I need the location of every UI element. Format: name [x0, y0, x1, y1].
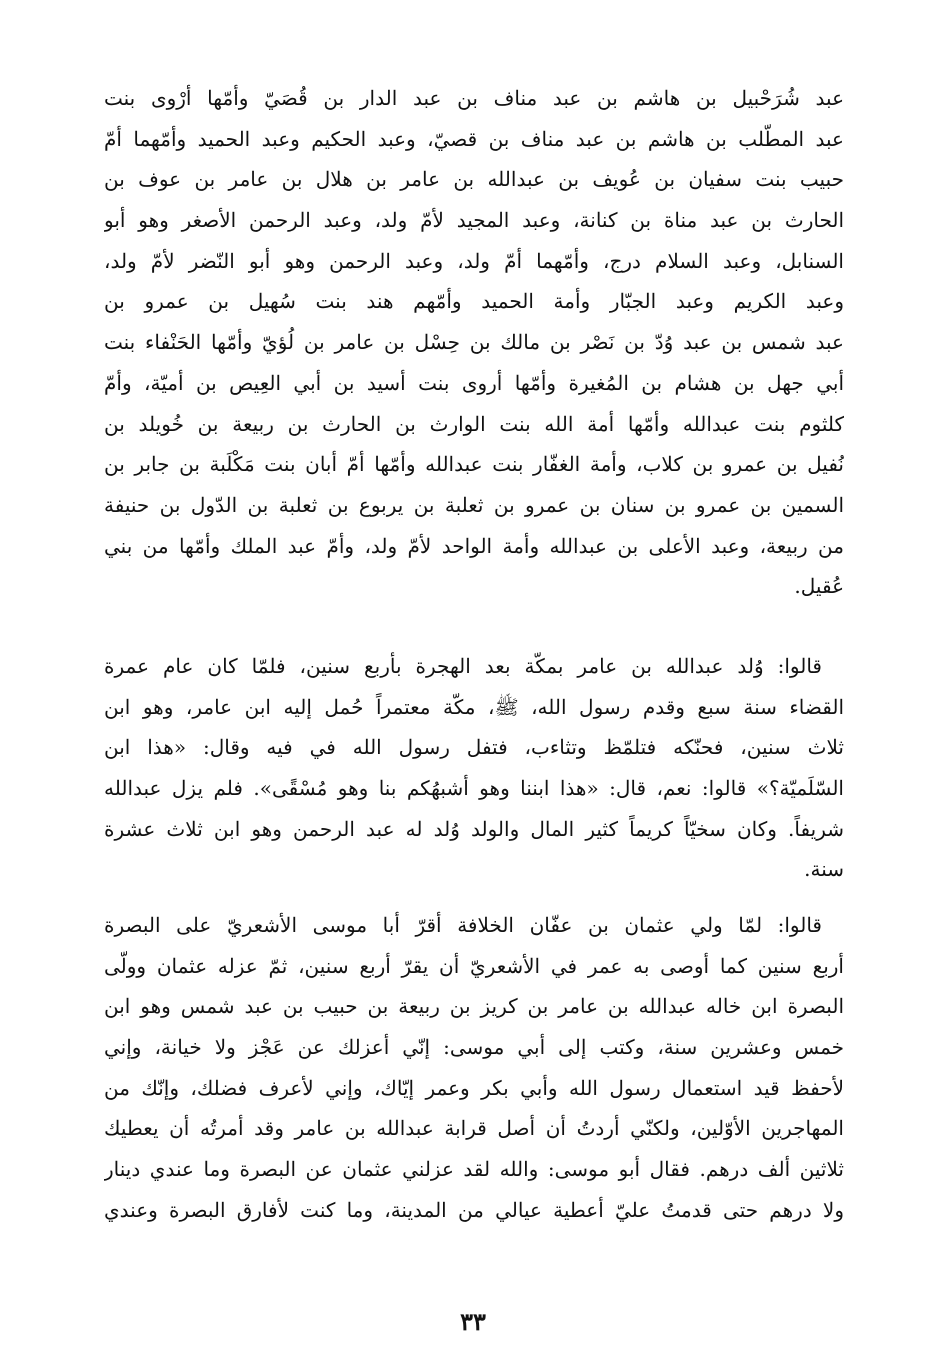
text-line: قالوا: لمّا ولي عثمان بن عفّان الخلافة أقرّ أبا موسى الأشعريّ على البصرة	[104, 913, 822, 937]
paragraph-3	[104, 905, 844, 1231]
text-line: ولا درهم حتى قدمتُ عليّ أعطية عيالي من المدينة، وما كنت لأفارق البصرة وعندي	[104, 1197, 844, 1222]
text-line: المهاجرين الأوّلين، ولكنّي أردتُ أن أصل قرابة عبدالله بن عامر وقد أمرتُه أن يعطيك	[104, 1116, 844, 1141]
text-line: ثلاث سنين، فحنّكه فتلمّظ وتثاءب، فتفل رسول الله في فيه وقال: «هذا ابن	[104, 735, 844, 760]
paragraph-2	[104, 646, 844, 890]
text-line: من ربيعة، وعبد الأعلى بن عبدالله وأمة الواحد لأمّ ولد، وأمّ عبد الملك وأمّها من بني	[104, 533, 844, 558]
text-line: نُفيل بن عمرو بن كلاب، وأمة الغفّار بنت عبدالله وأمّها أمّ أبان بنت مَكْلَبة بن جابر بن	[104, 452, 844, 477]
text-line: عبد شُرَحْبيل بن هاشم بن عبد مناف بن عبد الدار بن قُصَيّ وأمّها أرْوى بنت	[104, 86, 844, 110]
text-line: القضاء سنة سبع وقدم رسول الله، ﷺ، مكّة معتمراً حُمل إليه ابن عامر، وهو ابن	[104, 694, 844, 719]
text-line: سنة.	[804, 857, 844, 882]
text-line: السنابل، وعبد السلام درج، وأمّهما أمّ ولد، وعبد الرحمن وهو أبو النّضر لأمّ ولد،	[104, 248, 844, 273]
text-line: البصرة ابن خاله عبدالله بن عامر بن كريز بن ربيعة بن حبيب بن عبد شمس وهو ابن	[104, 994, 844, 1019]
text-line: قالوا: وُلد عبدالله بن عامر بمكّة بعد الهجرة بأربع سنين، فلمّا كان عام عمرة	[104, 654, 822, 678]
page-number: ٣٣	[460, 1307, 486, 1336]
text-line: عبد المطّلب بن هاشم بن عبد مناف بن قصيّ، وعبد الحكيم وعبد الحميد وأمّهما أمّ	[104, 126, 844, 151]
text-line: ثلاثين ألف درهم. فقال أبو موسى: والله لقد عزلني عثمان عن البصرة وما عندي دينار	[104, 1157, 844, 1182]
text-line: خمس وعشرين سنة، وكتب إلى أبي موسى: إنّي أعزلك عن عَجْز ولا خيانة، وإني	[104, 1035, 844, 1060]
text-line: أربع سنين كما أوصى به عمر في الأشعريّ أن يقرّ أربع سنين، ثمّ عزله عثمان وولّى	[104, 953, 844, 978]
text-line: وعبد الكريم وعبد الجبّار وأمة الحميد وأمّهم هند بنت سُهيل بن عمرو بن	[104, 289, 844, 314]
text-line: حبيب بنت سفيان بن عُويف بن عبدالله بن عامر بن هلال بن عامر بن عوف بن	[104, 167, 844, 192]
text-line: لأحفظ قيد استعمال رسول الله وأبي بكر وعمر إيّاك، وإني لأعرف فضلك، وإنّك من	[104, 1075, 844, 1100]
text-line: عبد شمس بن عبد وُدّ بن نَصْر بن مالك بن حِسْل بن عامر بن لُؤيّ وأمّها الحَنْفاء بنت	[104, 330, 844, 355]
paragraph-1	[104, 78, 844, 607]
text-line: السمين بن عمرو بن سنان بن عمرو بن ثعلبة بن يربوع بن ثعلبة بن الدّول بن حنيفة	[104, 492, 844, 517]
text-line: شريفاً. وكان سخيّاً كريماً كثير المال والولد وُلد له عبد الرحمن وهو ابن ثلاث عشرة	[104, 816, 844, 841]
text-line: عُقيل.	[794, 574, 844, 599]
text-line: أبي جهل بن هشام بن المُغيرة وأمّها أروى بنت أسيد بن أبي العِيص بن أميّة، وأمّ	[104, 370, 844, 395]
text-line: الحارث بن عبد مناة بن كنانة، وعبد المجيد لأمّ ولد، وعبد الرحمن الأصغر وهو أبو	[104, 208, 844, 233]
text-line: كلثوم بنت عبدالله وأمّها أمة الله بنت الوارث بن الحارث بن ربيعة بن خُويلد بن	[104, 411, 844, 436]
text-line: السّلَميّة؟» قالوا: نعم، قال: «هذا ابننا وهو أشبهُكم بنا وهو مُسْقًى». فلم يزل عبدالله	[104, 776, 844, 801]
